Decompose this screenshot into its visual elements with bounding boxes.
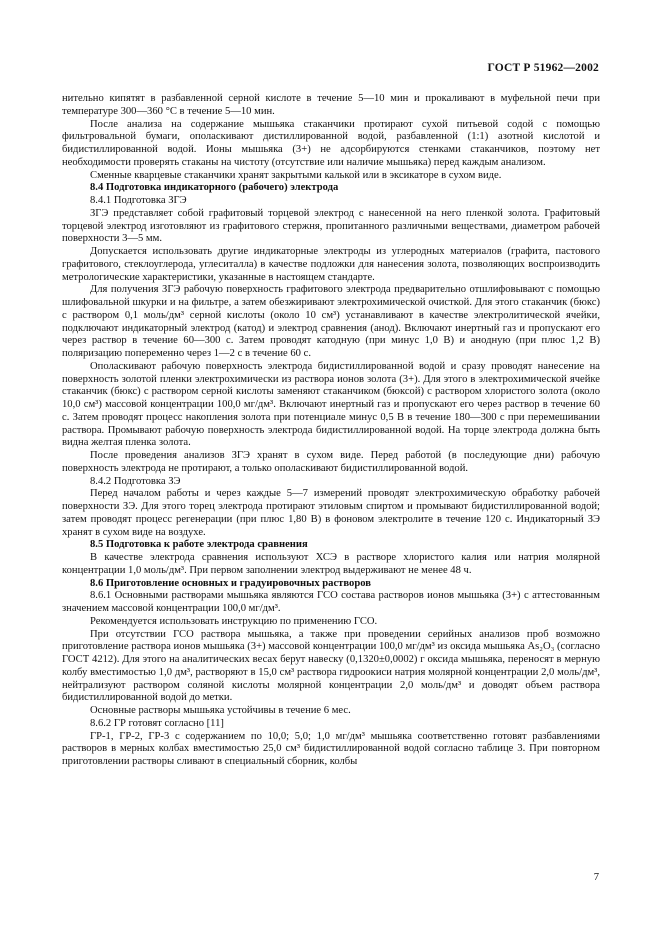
page-number: 7 [593, 872, 599, 883]
paragraph: После анализа на содержание мышьяка стаканчики протирают сухой питьевой содой с помощью фильтровальной бумаги, ополаскивают дистиллированной водой, разбавленной (1:1) азотной кислотой и бидистиллированной водой. Ионы мышьяка (3+) не адсорбируются стенками стаканчиков, поэтому нет необходимости проверять стаканы на чистоту (отсутствие или наличие мышьяка) перед каждым анализом. [62, 118, 600, 168]
section-heading-8-5: 8.5 Подготовка к работе электрода сравнения [90, 539, 308, 551]
subsection-title-8-6-2: 8.6.2 ГР готовят согласно [11] [90, 717, 224, 729]
paragraph: Перед началом работы и через каждые 5—7 измерений проводят электрохимическую обработку рабочей поверхности ЗЭ. Для этого торец электрода протирают этиловым спиртом и промывают бидистиллированной водой; затем проводят процесс регенерации (при плюс 1,80 В) в фоновом электролите в течение 120 с. Индикаторный ЗЭ хранят в сухом виде на воздухе. [62, 488, 600, 538]
section-heading-8-4: 8.4 Подготовка индикаторного (рабочего) электрода [90, 182, 339, 194]
document-code-header: ГОСТ Р 51962—2002 [487, 62, 599, 74]
paragraph: ГР-1, ГР-2, ГР-3 с содержанием по 10,0; 5,0; 1,0 мг/дм³ мышьяка соответственно готовят разбавлениями растворов в мерных колбах вместимостью 25,0 см³ бидистиллированной водой согласно таблице 3. При повторном приготовлении растворы сливают в специальный сборник, колбы [62, 730, 600, 767]
paragraph: Допускается использовать другие индикаторные электроды из углеродных материалов (графита, пастового графитового, стеклоуглерода, углеситалла) в качестве подложки для нанесения золота, позволяющих воспроизводить метрологические характеристики, указанные в настоящем стандарте. [62, 246, 600, 283]
paragraph: При отсутствии ГСО раствора мышьяка, а также при проведении серийных анализов проб возможно приготовление раствора ионов мышьяка (3+) массовой концентрации 100,0 мг/дм³ из оксида мышьяка As₂O₃ (согласно ГОСТ 4212). Для этого на аналитических весах берут навеску (0,1320±0,0002) г оксида мышьяка, переносят в мерную колбу вместимостью 1,0 дм³, растворяют в 15,0 см³ раствора гидроокиси натрия молярной концентрации 2,0 моль/дм³, нейтрализуют раствором соляной кислоты молярной концентрации 2,0 моль/дм³ и доводят объем раствора бидистиллированной водой до метки. [62, 628, 600, 704]
paragraph: Основные растворы мышьяка устойчивы в течение 6 мес. [90, 705, 351, 716]
paragraph: Для получения ЗГЭ рабочую поверхность графитового электрода предварительно отшлифовывают с помощью шлифовальной шкурки и на фильтре, а затем обезжиривают электрохимической очисткой. Для этого стаканчик (бюкс) с раствором 0,1 моль/дм³ серной кислоты (около 10 см³) устанавливают в качестве электролитической ячейки, подключают индикаторный электрод (катод) и электрод сравнения (анод). Включают инертный газ и пропускают его через раствор в течение 60—300 с. Затем проводят катодную (при минус 1,0 В) и анодную (при плюс 1,2 В) поляризацию попеременно через 1—2 с в течение 60 с. [62, 284, 600, 359]
paragraph: Сменные кварцевые стаканчики хранят закрытыми калькой или в эксикаторе в сухом виде. [90, 169, 502, 181]
paragraph: В качестве электрода сравнения используют ХСЭ в растворе хлористого калия или натрия молярной концентрации 1,0 моль/дм³. При первом заполнении электрод выдерживают не менее 48 ч. [62, 552, 600, 576]
paragraph: ЗГЭ представляет собой графитовый торцевой электрод с нанесенной на него пленкой золота. Графитовый торцевой электрод изготовляют из графитового стержня, пропитанного различными веществами, диаметром рабочей поверхности 3—5 мм. [62, 207, 600, 245]
paragraph: 8.6.1 Основными растворами мышьяка являются ГСО состава растворов ионов мышьяка (3+) с аттестованным значением массовой концентрации 100,0 мг/дм³. [62, 590, 600, 614]
paragraph: Рекомендуется использовать инструкцию по применению ГСО. [90, 615, 378, 627]
subsection-title-8-4-2: 8.4.2 Подготовка ЗЭ [90, 475, 181, 487]
subsection-title-8-4-1: 8.4.1 Подготовка ЗГЭ [90, 195, 187, 206]
paragraph: После проведения анализов ЗГЭ хранят в сухом виде. Перед работой (в последующие дни) рабочую поверхность электрода не протирают, а только ополаскивают бидистиллированной водой. [62, 450, 600, 474]
document-body [62, 93, 600, 769]
paragraph: Ополаскивают рабочую поверхность электрода бидистиллированной водой и сразу проводят нанесение на поверхность золотой пленки электрохимически из раствора ионов золота (3+). Для этого в электрохимической ячейке стаканчик (бюкс) с раствором серной кислоты заменяют стаканчиком (бюксой) с раствором хлористого золота (около 10,0 см³) массовой концентрации 100,0 мг/дм³. Включают инертный газ и пропускают его через раствор в течение 60 с. Затем проводят процесс накопления золота при потенциале минус 0,5 В в течение 180—300 с при перемешивании раствора. Промывают рабочую поверхность электрода бидистиллированной водой. На торце электрода должна быть видна желтая пленка золота. [62, 360, 600, 449]
paragraph: нительно кипятят в разбавленной серной кислоте в течение 5—10 мин и прокаливают в муфельной печи при температуре 300—360 °С в течение 5—10 мин. [62, 93, 600, 117]
section-heading-8-6: 8.6 Приготовление основных и градуировочных растворов [90, 577, 371, 589]
